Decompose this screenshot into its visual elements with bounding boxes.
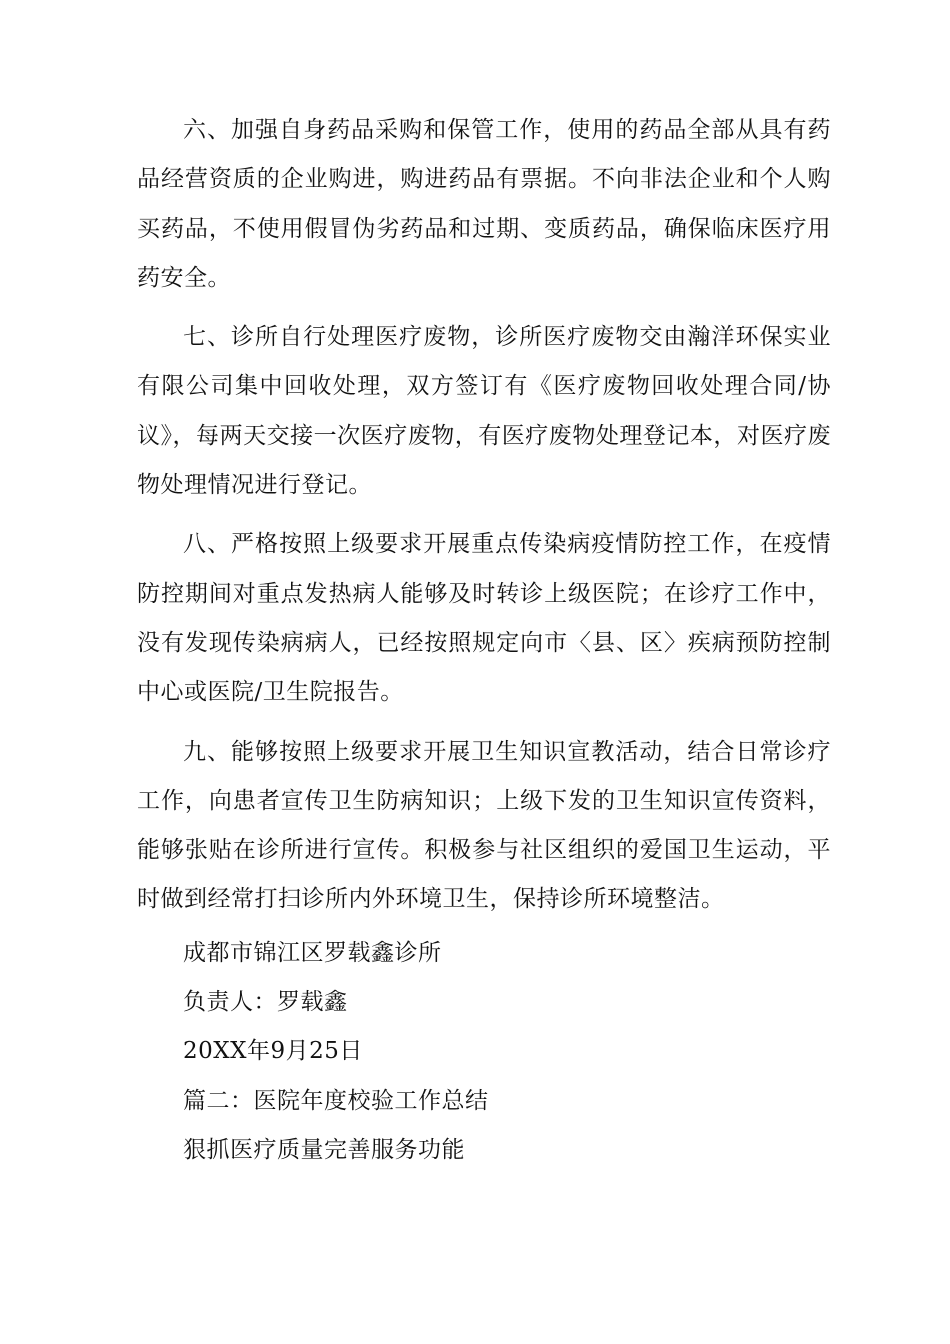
section-subtitle: 狠抓医疗质量完善服务功能 bbox=[183, 1136, 465, 1163]
document-page bbox=[137, 106, 831, 1175]
paragraph-nine: 九、能够按照上级要求开展卫生知识宣教活动，结合日常诊疗工作，向患者宣传卫生防病知识；上级下发的卫生知识宣传资料，能够张贴在诊所进行宣传。积极参与社区组织的爱国卫生运动，平时做到经常打扫诊所内外环境卫生，保持诊所环境整洁。 bbox=[137, 738, 831, 913]
signature-date: 20XX年9月25日 bbox=[183, 1038, 363, 1065]
paragraph-seven: 七、诊所自行处理医疗废物，诊所医疗废物交由瀚洋环保实业有限公司集中回收处理，双方签订有《医疗废物回收处理合同/协议》，每两天交接一次医疗废物，有医疗废物处理登记本，对医疗废物处理情况进行登记。 bbox=[137, 324, 831, 499]
signature-block bbox=[137, 929, 831, 1077]
paragraph-eight: 八、严格按照上级要求开展重点传染病疫情防控工作，在疫情防控期间对重点发热病人能够及时转诊上级医院；在诊疗工作中，没有发现传染病病人，已经按照规定向市〈县、区〉疾病预防控制中心或医院/卫生院报告。 bbox=[137, 531, 831, 706]
responsible-person: 负责人：罗载鑫 bbox=[183, 989, 348, 1016]
section-title: 篇二：医院年度校验工作总结 bbox=[183, 1087, 489, 1114]
paragraph-six: 六、加强自身药品采购和保管工作，使用的药品全部从具有药品经营资质的企业购进，购进药品有票据。不向非法企业和个人购买药品，不使用假冒伪劣药品和过期、变质药品，确保临床医疗用药安全。 bbox=[137, 117, 831, 291]
clinic-name: 成都市锦江区罗载鑫诊所 bbox=[183, 939, 442, 966]
